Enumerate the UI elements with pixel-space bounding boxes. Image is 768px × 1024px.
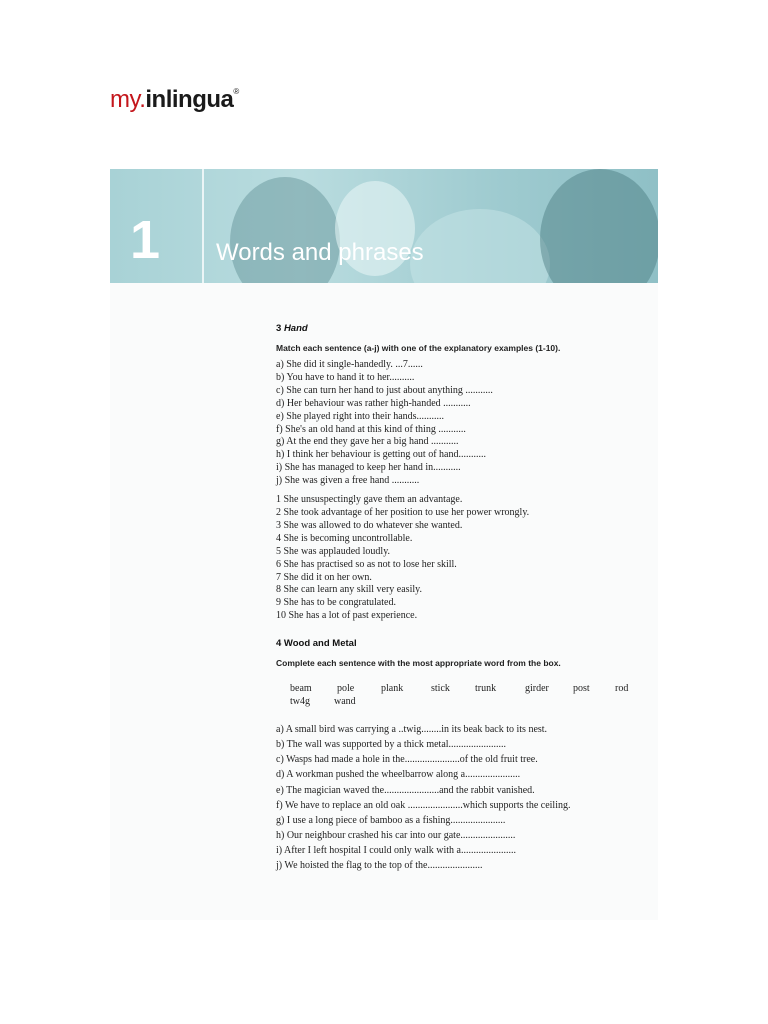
gap-sentence: f) We have to replace an old oak ......................which supports the ceiling. <box>276 799 571 811</box>
gap-sentence: b) The wall was supported by a thick metal....................... <box>276 739 507 751</box>
example-line: 8 She can learn any skill very easily. <box>276 584 422 596</box>
gap-sentence: i) After I left hospital I could only walk with a...................... <box>276 844 516 856</box>
example-line: 7 She did it on her own. <box>276 571 372 583</box>
section4-sentence-list <box>276 722 636 873</box>
word-box-word: stick <box>431 683 450 695</box>
banner-photo-shape <box>230 177 340 283</box>
example-line: 1 She unsuspectingly gave them an advantage. <box>276 494 463 506</box>
section4-instruction: Complete each sentence with the most appropriate word from the box. <box>276 658 561 669</box>
logo-dot: . <box>139 86 146 113</box>
worksheet-content <box>276 322 636 873</box>
sentence-line: g) At the end they gave her a big hand ........... <box>276 436 459 448</box>
sentence-line: j) She was given a free hand ........... <box>276 475 420 487</box>
word-box-word: tw4g <box>290 695 310 707</box>
word-box <box>276 683 635 708</box>
word-box-word: pole <box>337 683 355 695</box>
word-box-word: plank <box>381 683 404 695</box>
section3-heading-title: Hand <box>283 323 308 334</box>
gap-sentence: c) Wasps had made a hole in the......................of the old fruit tree. <box>276 754 538 766</box>
word-box-word: beam <box>290 683 312 695</box>
word-box-word: post <box>573 683 590 695</box>
logo-brand: inlingua <box>145 86 234 113</box>
sentence-line: e) She played right into their hands........... <box>276 410 445 422</box>
section3-sentence-list <box>276 359 636 488</box>
banner-photo-shape <box>540 169 658 283</box>
sentence-line: d) Her behaviour was rather high-handed ........... <box>276 397 471 409</box>
example-line: 5 She was applauded loudly. <box>276 545 391 557</box>
banner-photo-shape <box>410 209 550 283</box>
word-box-word: trunk <box>475 683 497 695</box>
section3-instruction: Match each sentence (a-j) with one of the explanatory examples (1-10). <box>276 343 561 353</box>
gap-sentence: h) Our neighbour crashed his car into our gate...................... <box>276 829 516 841</box>
gap-sentence: e) The magician waved the......................and the rabbit vanished. <box>276 784 535 796</box>
example-line: 3 She was allowed to do whatever she wanted. <box>276 519 463 531</box>
sentence-line: i) She has managed to keep her hand in........... <box>276 462 461 474</box>
example-line: 10 She has a lot of past experience. <box>276 610 418 622</box>
example-line: 4 She is becoming uncontrollable. <box>276 532 413 544</box>
gap-sentence: j) We hoisted the flag to the top of the...................... <box>276 859 483 871</box>
gap-sentence: a) A small bird was carrying a ..twig........in its beak back to its nest. <box>276 724 548 736</box>
logo-my: my <box>110 86 140 113</box>
sentence-line: c) She can turn her hand to just about anything ........... <box>276 384 493 396</box>
inlingua-logo <box>110 88 239 112</box>
example-line: 9 She has to be congratulated. <box>276 597 396 609</box>
sentence-line: b) You have to hand it to her.......... <box>276 371 415 383</box>
section3-example-list <box>276 494 636 623</box>
example-line: 2 She took advantage of her position to use her power wrongly. <box>276 506 530 518</box>
sentence-line: f) She's an old hand at this kind of thing ........... <box>276 423 466 435</box>
section3-heading-number: 3 <box>276 323 282 334</box>
word-box-word: rod <box>615 683 629 695</box>
gap-sentence: d) A workman pushed the wheelbarrow along a...................... <box>276 769 521 781</box>
sentence-line: h) I think her behaviour is getting out of hand........... <box>276 449 486 461</box>
logo-registered: ® <box>233 87 239 96</box>
chapter-number: 1 <box>130 210 161 270</box>
word-box-word: girder <box>525 683 549 695</box>
word-box-word: wand <box>334 695 356 707</box>
section4-heading: 4 Wood and Metal <box>276 638 357 650</box>
sentence-line: a) She did it single-handedly. ...7...... <box>276 359 423 370</box>
gap-sentence: g) I use a long piece of bamboo as a fishing...................... <box>276 814 506 826</box>
banner-divider <box>202 169 204 283</box>
example-line: 6 She has practised so as not to lose her skill. <box>276 558 457 570</box>
section3-heading <box>276 322 636 336</box>
chapter-banner <box>110 169 658 283</box>
chapter-title: Words and phrases <box>216 239 424 266</box>
